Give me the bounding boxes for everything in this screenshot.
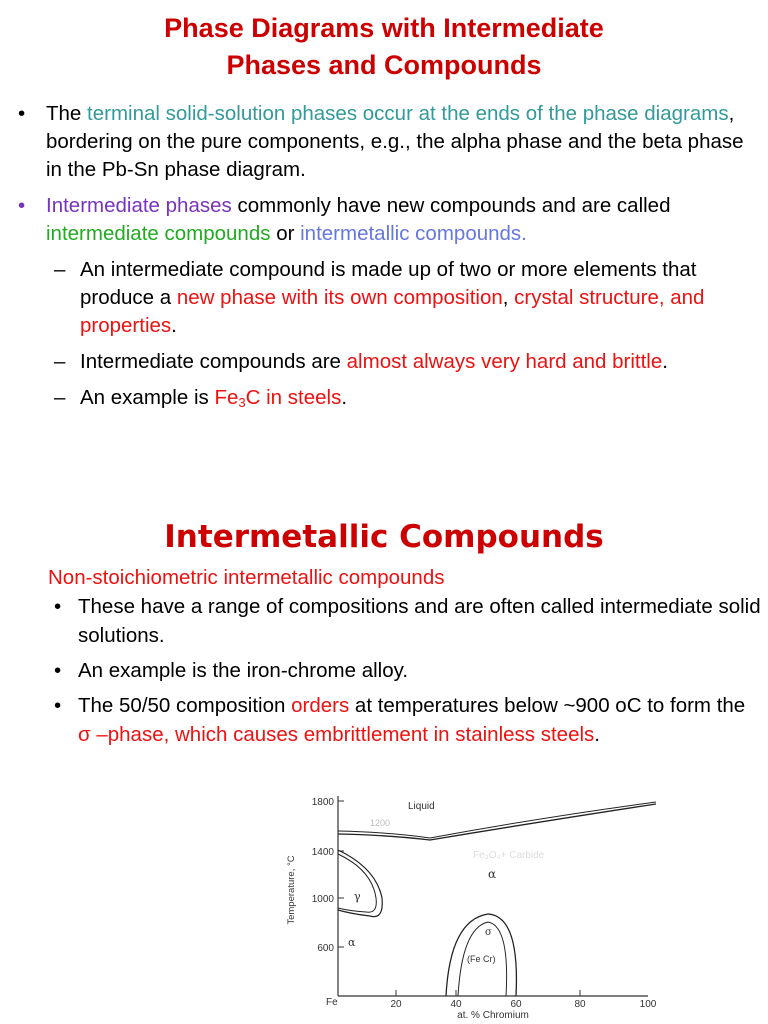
y-tick-label: 1400	[311, 847, 334, 858]
label-1200: 1200	[370, 818, 391, 828]
y-tick-label: 1000	[311, 894, 334, 905]
gamma-loop-inner	[338, 854, 376, 912]
text: The	[46, 102, 88, 125]
text: These have a range of compositions and are often called intermediate solid solutions.	[78, 595, 761, 647]
x-tick-label: 40	[450, 999, 462, 1010]
text: .	[171, 314, 177, 337]
bullet-dot: •	[18, 194, 26, 217]
subbullet-hard-brittle	[18, 348, 763, 376]
highlight-intermediate-phases: Intermediate phases	[46, 194, 232, 217]
bullet-sigma-phase	[48, 691, 763, 749]
slide1-title-line1: Phase Diagrams with Intermediate	[164, 13, 604, 43]
slide2-title: Intermetallic Compounds	[164, 519, 604, 555]
highlight-fe: Fe	[214, 386, 239, 409]
text: .	[521, 222, 527, 245]
text: An intermediate compound is made up of two or more elements that produce a	[80, 258, 697, 309]
label-alpha-right: α	[488, 867, 497, 881]
highlight-intermetallic-compounds: intermetallic compounds	[300, 222, 522, 245]
text: An example is	[80, 386, 215, 409]
y-axis-title: Temperature, °C	[286, 855, 297, 925]
bullet-iron-chrome	[48, 656, 763, 685]
faint-background-text: Fe₃O₄+ Carbide	[473, 850, 545, 861]
slide1-bullet-list	[18, 100, 763, 412]
y-tick-label: 1800	[311, 797, 334, 808]
bullet-dot: •	[54, 595, 62, 618]
label-sigma: σ	[485, 927, 492, 938]
slide1-title-line2: Phases and Compounds	[226, 50, 542, 80]
bullet-intermediate-phases	[18, 192, 763, 248]
text: Intermediate compounds are	[80, 350, 347, 373]
x-tick-label: 60	[510, 999, 522, 1010]
text: , bordering on the pure components, e.g., the alpha phase and the beta phase in the Pb-Sn phase diagram.	[46, 102, 744, 181]
fe-cr-phase-diagram	[278, 780, 678, 1020]
bullet-dot: •	[54, 659, 62, 682]
text: ,	[502, 286, 515, 309]
label-fecr: (Fe Cr)	[467, 954, 496, 964]
bullet-terminal-phases	[18, 100, 763, 184]
slide2-content	[48, 563, 763, 749]
highlight-crystal-structure: crystal structure, and properties	[80, 286, 705, 337]
highlight-orders: orders	[291, 694, 350, 717]
subbullet-new-phase	[18, 256, 763, 340]
dash-glyph: –	[54, 386, 66, 409]
dash-glyph: –	[54, 258, 66, 281]
bullet-dot: •	[54, 694, 62, 717]
subscript-3: 3	[238, 395, 246, 410]
x-tick-label: 100	[639, 999, 657, 1010]
bullet-dot: •	[18, 102, 26, 125]
label-gamma: γ	[354, 890, 361, 903]
x-tick-label: 80	[574, 999, 586, 1010]
slide1-title	[0, 10, 768, 84]
dash-glyph: –	[54, 350, 66, 373]
text: .	[662, 350, 668, 373]
label-liquid: Liquid	[408, 801, 435, 812]
highlight-hard-brittle: almost always very hard and brittle	[346, 350, 663, 373]
slide2-subheading: Non-stoichiometric intermetallic compounds	[48, 566, 445, 589]
highlight-c-in-steels: C in steels	[245, 386, 342, 409]
text: at temperatures below ~900 oC to form the	[349, 694, 746, 717]
subbullet-fe3c-example	[18, 384, 763, 412]
text: .	[594, 723, 600, 746]
y-tick-label: 600	[317, 943, 334, 954]
x-axis-title: at. % Chromium	[457, 1010, 529, 1020]
text: or	[270, 222, 301, 245]
highlight-sigma-phase: σ –phase, which causes embrittlement in stainless steels	[78, 723, 595, 746]
bullet-range-compositions	[48, 592, 763, 650]
label-alpha-left: α	[348, 936, 356, 949]
x-origin-label: Fe	[326, 997, 338, 1008]
text: .	[341, 386, 348, 409]
text: commonly have new compounds and are called	[231, 194, 671, 217]
highlight-intermediate-compounds: intermediate compounds	[46, 222, 271, 245]
highlight-new-phase: new phase with its own composition	[176, 286, 503, 309]
text: The 50/50 composition	[78, 694, 292, 717]
highlight-terminal: terminal solid-solution phases occur at the ends of the phase diagrams	[87, 102, 729, 125]
x-tick-label: 20	[390, 999, 402, 1010]
text: An example is the iron-chrome alloy.	[78, 659, 409, 682]
